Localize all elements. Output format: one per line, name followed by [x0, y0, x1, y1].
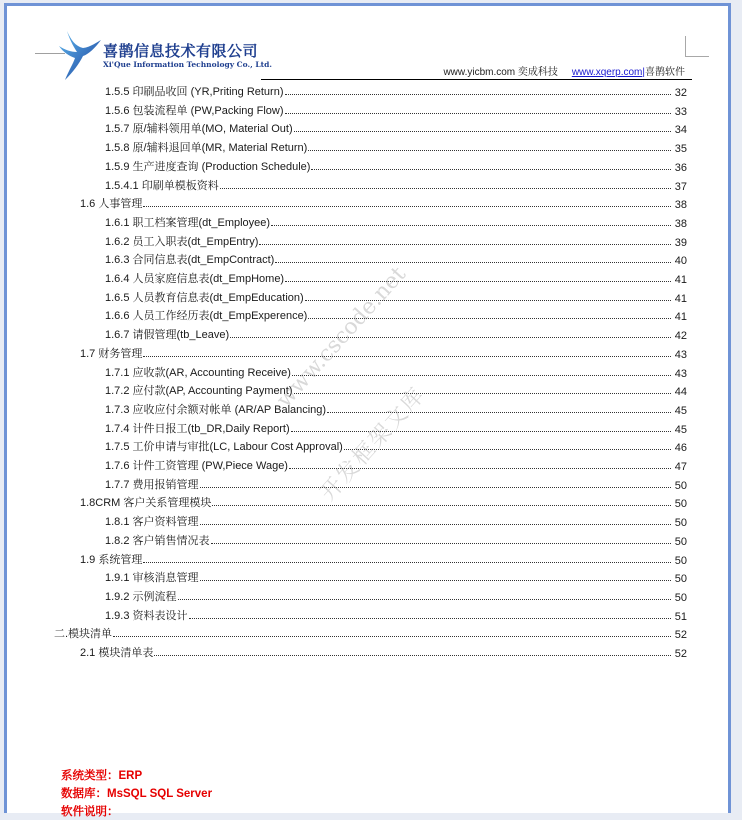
toc-entry[interactable] [80, 549, 687, 567]
dot-leader [285, 94, 672, 95]
dot-leader [143, 562, 671, 563]
toc-entry-label: 1.6.4 人员家庭信息表(dt_EmpHome) [105, 273, 285, 285]
toc-entry-page: 35 [674, 143, 687, 156]
dot-leader [143, 356, 671, 357]
toc-entry-label: 1.5.9 生产进度查询 (Production Schedule) [105, 160, 311, 173]
dot-leader [211, 543, 671, 544]
document-window-frame [4, 3, 731, 818]
toc-entry-page: 38 [674, 217, 687, 230]
toc-entry-label: 二.模块清单 [54, 628, 113, 641]
toc-entry-page: 41 [674, 274, 687, 286]
toc-entry-page: 46 [674, 442, 687, 455]
dot-leader [230, 337, 671, 338]
dot-leader [294, 131, 671, 132]
toc-entry[interactable] [105, 567, 687, 585]
dot-leader [200, 580, 671, 581]
toc-entry-page: 40 [674, 255, 687, 268]
yicbm-link[interactable]: www.yicbm.com 奕成科技 [443, 67, 558, 78]
toc-entry[interactable] [105, 287, 687, 305]
toc-entry-label: 1.6.6 人员工作经历表(dt_EmpExperence) [105, 310, 308, 323]
toc-entry-label: 1.7.5 工价申请与审批(LC, Labour Cost Approval) [105, 441, 343, 454]
toc-entry[interactable] [105, 474, 687, 492]
toc-entry[interactable] [105, 81, 687, 99]
toc-entry-label: 1.8CRM 客户关系管理模块 [80, 497, 212, 510]
toc-entry-label: 1.7.2 应付款(AP, Accounting Payment) [105, 385, 293, 398]
toc-entry-page: 39 [674, 236, 687, 249]
crop-mark-right [685, 36, 686, 56]
toc-entry-label: 1.6 人事管理 [80, 198, 143, 211]
dot-leader [311, 169, 671, 170]
toc-entry-page: 50 [674, 479, 687, 492]
dot-leader [200, 524, 671, 525]
dot-leader [308, 150, 671, 151]
toc-entry-page: 41 [674, 292, 687, 305]
software-meta [61, 766, 212, 820]
dot-leader [259, 244, 671, 245]
toc-entry[interactable] [80, 193, 687, 211]
header-rule [261, 79, 692, 80]
toc-entry-label: 1.5.7 原/辅料领用单(MO, Material Out) [105, 123, 293, 136]
magpie-bird-icon [57, 26, 105, 84]
toc-entry-page: 36 [674, 161, 687, 174]
toc-entry[interactable] [105, 455, 687, 473]
dot-leader [143, 206, 671, 207]
toc-entry[interactable] [105, 231, 687, 249]
toc-entry-page: 50 [674, 535, 687, 548]
toc-entry-page: 52 [674, 648, 687, 660]
dot-leader [154, 655, 671, 656]
dot-leader [271, 225, 671, 226]
toc-entry-page: 38 [674, 199, 687, 212]
dot-leader [285, 281, 671, 282]
toc-entry[interactable] [105, 100, 687, 118]
system-type-value: ERP [118, 770, 143, 782]
toc-entry-label: 1.6.7 请假管理(tb_Leave) [105, 329, 230, 342]
toc-entry-label: 1.9 系统管理 [80, 553, 143, 566]
xqerp-link[interactable]: www.xqerp.com [571, 67, 643, 78]
database-value: MsSQL SQL Server [107, 788, 213, 800]
document-page [7, 6, 728, 818]
watermark-cn: 开发框架文库 [315, 382, 431, 507]
dot-leader [200, 487, 671, 488]
dot-leader [294, 393, 672, 394]
toc-entry-label: 1.6.2 员工入职表(dt_EmpEntry) [105, 235, 259, 248]
toc-entry[interactable] [105, 175, 687, 193]
dot-leader [189, 618, 671, 619]
toc-entry-page: 33 [674, 105, 687, 118]
dot-leader [178, 599, 671, 600]
toc-entry[interactable] [105, 399, 687, 417]
toc-entry[interactable] [80, 343, 687, 361]
toc-entry[interactable] [105, 118, 687, 136]
toc-entry[interactable] [105, 324, 687, 342]
toc-entry-label: 2.1 模块清单表 [80, 647, 154, 659]
toc-entry[interactable] [80, 642, 687, 660]
toc-entry-page: 47 [674, 461, 687, 473]
toc-entry-label: 1.6.1 职工档案管理(dt_Employee) [105, 216, 271, 229]
toc-entry-label: 1.5.5 印刷品收回 (YR,Priting Return) [105, 86, 284, 98]
toc-entry[interactable] [105, 605, 687, 623]
toc-entry-label: 1.7 财务管理 [80, 347, 143, 360]
system-type-label: 系统类型： [61, 768, 119, 782]
toc-entry[interactable] [105, 305, 687, 323]
link-separator: | [642, 67, 645, 78]
toc-entry[interactable] [105, 380, 687, 398]
toc-entry[interactable] [105, 530, 687, 548]
toc-entry-page: 43 [674, 348, 687, 361]
dot-leader [275, 262, 671, 263]
toc-entry-label: 1.8.2 客户销售情况表 [105, 534, 210, 547]
toc-entry[interactable] [105, 268, 687, 286]
toc-entry-page: 44 [674, 386, 687, 399]
database-label: 数据库： [61, 786, 107, 800]
toc-entry[interactable] [54, 623, 687, 641]
company-name-en: Xi'Que Information Technology Co., Ltd. [103, 60, 272, 69]
company-logo [57, 26, 272, 84]
toc-entry-label: 1.5.4.1 印刷单模板资料 [105, 179, 219, 192]
toc-entry[interactable] [105, 212, 687, 230]
toc-entry-label: 1.7.6 计件工资管理 (PW,Piece Wage) [105, 460, 288, 472]
toc-entry-label: 1.5.6 包装流程单 (PW,Packing Flow) [105, 104, 284, 117]
dot-leader [327, 412, 671, 413]
toc-entry-page: 52 [674, 629, 687, 642]
toc-entry[interactable] [105, 362, 687, 380]
dot-leader [308, 318, 671, 319]
toc-entry[interactable] [80, 492, 687, 510]
toc-entry[interactable] [105, 418, 687, 436]
toc-entry-page: 50 [674, 498, 687, 511]
dot-leader [292, 375, 671, 376]
toc-entry[interactable] [105, 436, 687, 454]
dot-leader [220, 188, 671, 189]
toc-entry-page: 37 [674, 180, 687, 193]
dot-leader [285, 113, 672, 114]
software-desc-label: 软件说明： [61, 804, 119, 818]
toc-entry-label: 1.6.3 合同信息表(dt_EmpContract) [105, 254, 275, 267]
toc-entry-page: 32 [674, 87, 687, 99]
toc-entry-label: 1.8.1 客户资料管理 [105, 516, 199, 529]
toc-entry-label: 1.9.2 示例流程 [105, 590, 177, 603]
xqerp-brand: 喜鹊软件 [645, 67, 685, 78]
toc-entry[interactable] [105, 586, 687, 604]
system-type [61, 766, 212, 784]
dot-leader [212, 505, 671, 506]
toc-entry-page: 50 [674, 517, 687, 530]
toc-entry-page: 43 [674, 367, 687, 380]
toc-entry-label: 1.9.1 审核消息管理 [105, 572, 199, 585]
toc-entry[interactable] [105, 156, 687, 174]
toc-entry-page: 50 [674, 591, 687, 604]
dot-leader [305, 300, 671, 301]
toc-entry-label: 1.9.3 资料表设计 [105, 609, 188, 622]
company-name-cn: 喜鹊信息技术有限公司 [103, 42, 259, 60]
crop-mark-right-h [685, 56, 709, 57]
dot-leader [113, 636, 671, 637]
toc-entry-label: 1.5.8 原/辅料退回单(MR, Material Return) [105, 142, 308, 155]
header-links [443, 63, 685, 78]
watermark-url: www.cscode.net [272, 262, 412, 413]
software-desc [61, 802, 212, 820]
dot-leader [289, 468, 671, 469]
toc-entry-page: 50 [674, 554, 687, 567]
toc-entry-label: 1.6.5 人员教育信息表(dt_EmpEducation) [105, 291, 304, 304]
toc-entry-page: 50 [674, 573, 687, 586]
dot-leader [291, 431, 671, 432]
toc-entry-label: 1.7.7 费用报销管理 [105, 478, 199, 491]
toc-entry-page: 45 [674, 423, 687, 436]
toc-entry[interactable] [105, 511, 687, 529]
toc-entry-label: 1.7.3 应收应付余额对帐单 (AR/AP Balancing) [105, 403, 327, 416]
database [61, 784, 212, 802]
toc-entry-page: 41 [674, 311, 687, 324]
toc-entry-page: 45 [674, 404, 687, 417]
toc-entry[interactable] [105, 249, 687, 267]
toc-entry[interactable] [105, 137, 687, 155]
toc-entry-page: 51 [674, 610, 687, 623]
dot-leader [344, 449, 671, 450]
toc-entry-page: 42 [674, 330, 687, 343]
toc-entry-page: 34 [674, 124, 687, 137]
toc-entry-label: 1.7.1 应收款(AR, Accounting Receive) [105, 366, 291, 379]
toc-entry-label: 1.7.4 计件日报工(tb_DR,Daily Report) [105, 422, 290, 435]
